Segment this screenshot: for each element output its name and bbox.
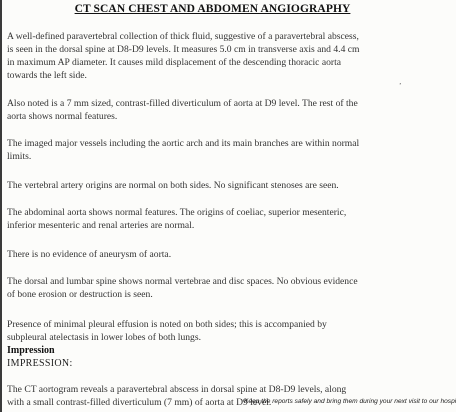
finding-no-aneurysm: There is no evidence of aneurysm of aorta.: [7, 249, 172, 260]
impression-label: IMPRESSION:: [7, 358, 73, 369]
finding-aortic-diverticulum: Also noted is a 7 mm sized, contrast-filled diverticulum of aorta at D9 level. The rest of the aorta shows normal features.: [7, 98, 358, 122]
finding-pleural-effusion: Presence of minimal pleural effusion is noted on both sides; this is accompanied by subpleural atelectasis in lower lobes of both lungs.: [7, 319, 327, 343]
report-title: CT SCAN CHEST AND ABDOMEN ANGIOGRAPHY: [74, 3, 351, 15]
pen-mark: ’: [399, 82, 402, 90]
finding-abdominal-aorta: The abdominal aorta shows normal features. The origins of coeliac, superior mesenteric, inferior mesenteric and renal arteries are normal.: [7, 207, 347, 231]
finding-paravertebral-abscess: A well-defined paravertebral collection of thick fluid, suggestive of a paravertebral abscess, is seen in the dorsal spine at D8-D9 levels. It measures 5.0 cm in transverse axis and 4.4 cm in maximum AP diameter. It causes mild displacement of the descending thoracic aorta towards the left side.: [7, 31, 360, 81]
impression-heading: Impression: [7, 345, 55, 356]
footer-instruction-note: Keep the reports safely and bring them during your next visit to our hospi: [244, 398, 456, 405]
finding-major-vessels: The imaged major vessels including the aortic arch and its main branches are within normal limits.: [7, 138, 360, 162]
impression-text: The CT aortogram reveals a paravertebral abscess in dorsal spine at D8-D9 levels, along with a small contrast-filled diverticulum (7 mm) of aorta at D9 level.: [7, 384, 347, 408]
finding-spine: The dorsal and lumbar spine shows normal vertebrae and disc spaces. No obvious evidence of bone erosion or destruction is seen.: [7, 276, 358, 300]
finding-vertebral-arteries: The vertebral artery origins are normal on both sides. No significant stenoses are seen.: [7, 180, 339, 191]
page-edge-line: [0, 0, 2, 412]
